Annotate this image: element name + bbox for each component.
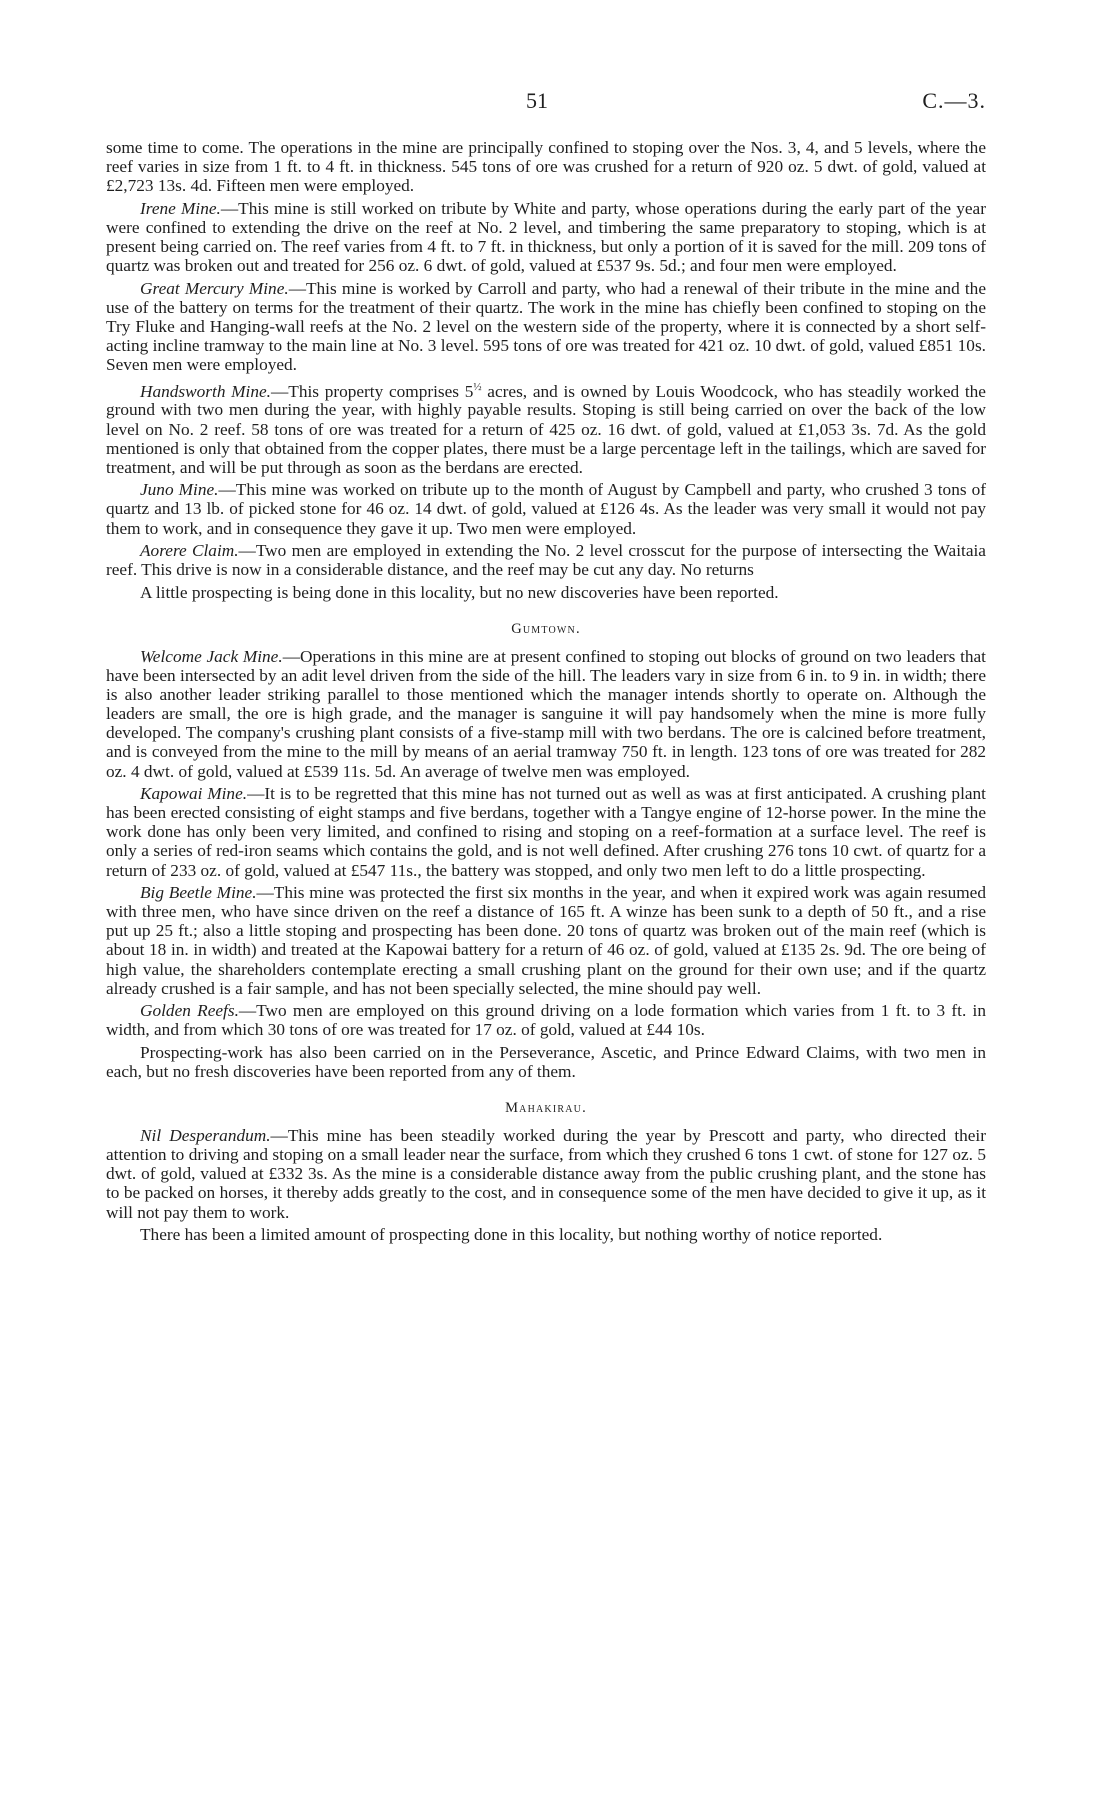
mine-title: Juno Mine. <box>140 480 219 500</box>
page-number: 51 <box>526 88 548 113</box>
paragraph-juno-mine <box>106 480 986 537</box>
mine-title: Big Beetle Mine. <box>140 883 257 903</box>
paragraph-welcome-jack-mine <box>106 647 986 781</box>
paragraph-prospecting-work <box>106 1043 986 1081</box>
paragraph-kapowai-mine <box>106 784 986 879</box>
paragraph-nil-desperandum <box>106 1126 986 1221</box>
paragraph-aorere-claim <box>106 541 986 579</box>
paragraph-great-mercury-mine <box>106 279 986 374</box>
intro-paragraph <box>106 138 986 195</box>
paragraph-text: There has been a limited amount of prospecting done in this locality, but nothing worthy of notice reported. <box>140 1225 883 1245</box>
mine-title: Great Mercury Mine. <box>140 278 289 298</box>
fraction: ½ <box>473 380 482 393</box>
paragraph-irene-mine <box>106 199 986 275</box>
mine-title: Irene Mine. <box>140 198 221 218</box>
mine-title: Welcome Jack Mine. <box>140 647 283 667</box>
paragraph-text: —Operations in this mine are at present confined to stoping out blocks of ground on two leaders that have been intersected by an adit level driven from the side of the hill. The leaders vary in size from 6 in. to 9 in. in width; there is also another leader striking parallel to those mentioned which the manager intends shortly to operate on. Although the leaders are small, the ore is high grade, and the manager is sanguine it will pay handsomely when the mine is more fully developed. The company's crushing plant consists of a five-stamp mill with two berdans. The ore is calcined before treatment, and is conveyed from the mine to the mill by means of an aerial tramway 750 ft. in length. 123 tons of ore was treated for 282 oz. 4 dwt. of gold, valued at £539 11s. 5d. An average of twelve men was employed. <box>106 647 986 781</box>
paragraph-golden-reefs <box>106 1001 986 1039</box>
paragraph-text: —This mine has been steadily worked during the year by Prescott and party, who directed their attention to driving and stoping on a small leader near the surface, from which they crushed 6 tons 1 cwt. of stone for 127 oz. 5 dwt. of gold, valued at £332 3s. As the mine is a considerable distance away from the public crushing plant, and the stone has to be packed on horses, it thereby adds greatly to the cost, and in consequence some of the men have decided to give it up, as it will not pay them to work. <box>106 1126 986 1222</box>
document-reference: C.—3. <box>922 88 986 113</box>
document-body <box>106 138 986 1248</box>
paragraph-text: —This mine was worked on tribute up to the month of August by Campbell and party, who crushed 3 tons of quartz and 13 lb. of picked stone for 46 oz. 14 dwt. of gold, valued at £126 4s. As the leader was very small it would not pay them to work, and in consequence they gave it up. Two men were employed. <box>106 480 987 538</box>
paragraph-limited-prospecting <box>106 1225 986 1244</box>
mine-title: Handsworth Mine. <box>140 381 271 401</box>
mine-title: Aorere Claim. <box>140 541 239 561</box>
section-heading-mahakirau: Mahakirau. <box>505 1100 587 1117</box>
paragraph-handsworth-mine <box>106 378 986 477</box>
paragraph-big-beetle-mine <box>106 883 986 998</box>
paragraph-text: —Two men are employed in extending the No. 2 level crosscut for the purpose of intersecting the Waitaia reef. This drive is now in a considerable distance, and the reef may be cut any day. No returns <box>106 541 986 580</box>
mine-title: Nil Desperandum. <box>140 1126 271 1146</box>
mine-title: Golden Reefs. <box>140 1001 239 1021</box>
paragraph-text: acres, and is owned by Louis Woodcock, who has steadily worked the ground with two men during the year, with highly payable results. Stoping is still being carried on over the back of the low level on No. 2 reef. 58 tons of ore was treated for a return of 425 oz. 16 dwt. of gold, valued at £1,053 3s. 7d. As the gold mentioned is only that obtained from the copper plates, there must be a large percentage left in the tailings, which are saved for treatment, and will be put through as soon as the berdans are erected. <box>106 381 986 477</box>
paragraph-text: —Two men are employed on this ground driving on a lode formation which varies from 1 ft. to 3 ft. in width, and from which 30 tons of ore was treated for 17 oz. of gold, valued at £44 10s. <box>106 1001 986 1040</box>
mine-title: Kapowai Mine. <box>140 784 248 804</box>
paragraph-text: Prospecting-work has also been carried on in the Perseverance, Ascetic, and Prince Edward Claims, with two men in each, but no fresh discoveries have been reported from any of them. <box>106 1042 986 1081</box>
paragraph-prospecting-note <box>106 583 986 602</box>
paragraph-text: —This mine was protected the first six months in the year, and when it expired work was again resumed with three men, who have since driven on the reef a distance of 165 ft. A winze has been sunk to a depth of 50 ft., and a rise put up 25 ft.; also a little stoping and prospecting has been done. 20 tons of quartz was broken out of the main reef (which is about 18 in. in width) and treated at the Kapowai battery for a return of 46 oz. of gold, valued at £135 2s. 9d. The ore being of high value, the shareholders contemplate erecting a small crushing plant on the ground for their own use; and if the quartz already crushed is a fair sample, and has not been specially selected, the mine should pay well. <box>106 883 986 998</box>
paragraph-text: —This property comprises 5 <box>271 381 474 401</box>
page-header <box>106 88 986 118</box>
paragraph-text: —It is to be regretted that this mine has not turned out as well as was at first anticipated. A crushing plant has been erected consisting of eight stamps and five berdans, together with a Tangye engine of 12-horse power. In the mine the work done has only been very limited, and confined to rising and stoping on a reef-formation at a surface level. The reef is only a series of red-iron seams which contains the gold, and is not well defined. After crushing 276 tons 10 cwt. of quartz for a return of 233 oz. of gold, valued at £547 11s., the battery was stopped, and only two men left to do a little prospecting. <box>106 784 986 880</box>
section-heading-gumtown: Gumtown. <box>511 620 581 637</box>
paragraph-text: A little prospecting is being done in this locality, but no new discoveries have been reported. <box>140 582 779 602</box>
intro-text: some time to come. The operations in the mine are principally confined to stoping over the Nos. 3, 4, and 5 levels, where the reef varies in size from 1 ft. to 4 ft. in thickness. 545 tons of ore was crushed for a return of 920 oz. 5 dwt. of gold, valued at £2,723 13s. 4d. Fifteen men were employed. <box>106 138 986 196</box>
paragraph-text: —This mine is still worked on tribute by White and party, whose operations during the early part of the year were confined to extending the drive on the reef at No. 2 level, and timbering the same preparatory to stoping, which is at present being carried on. The reef varies from 4 ft. to 7 ft. in thickness, but only a portion of it is saved for the mill. 209 tons of quartz was broken out and treated for 256 oz. 6 dwt. of gold, valued at £537 9s. 5d.; and four men were employed. <box>106 198 986 276</box>
paragraph-text: —This mine is worked by Carroll and party, who had a renewal of their tribute in the mine and the use of the battery on terms for the treatment of their quartz. The work in the mine has chiefly been confined to stoping on the Try Fluke and Hanging-wall reefs at the No. 2 level on the western side of the property, where it is connected by a short self-acting incline tramway to the main line at No. 3 level. 595 tons of ore was treated for 421 oz. 10 dwt. of gold, valued £851 10s. Seven men were employed. <box>106 278 986 375</box>
